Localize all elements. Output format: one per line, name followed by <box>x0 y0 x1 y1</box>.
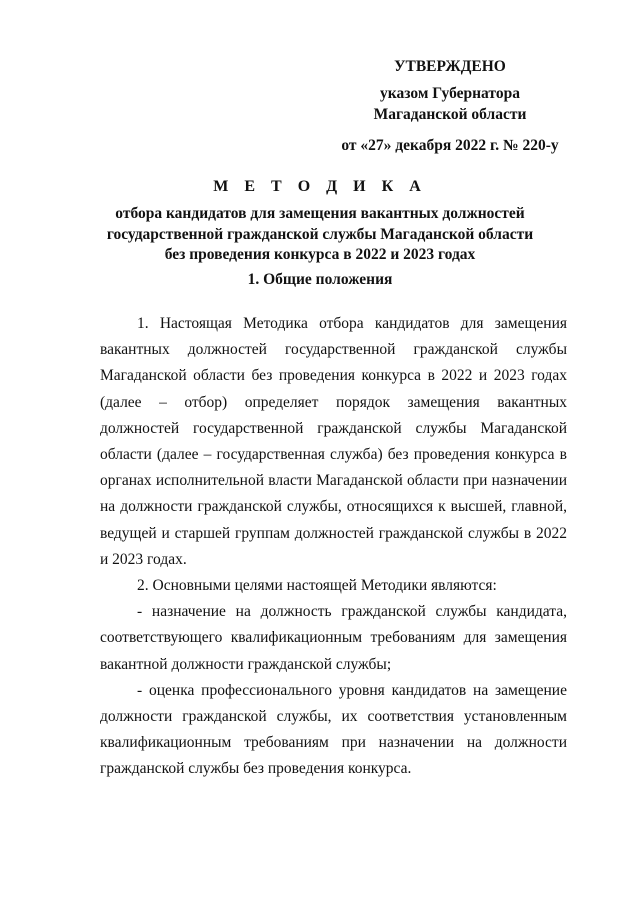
paragraph-2: 2. Основными целями настоящей Методики являются: <box>137 577 497 595</box>
document-title: М Е Т О Д И К А <box>213 178 427 195</box>
approval-stamp: УТВЕРЖДЕНО <box>394 58 506 75</box>
paragraph-4: - оценка профессионального уровня кандидатов на замещение должности гражданской службы, их соответствия установленным квалификационным требованиям при назначении на должности гражданской службы без проведения конкурса. <box>100 681 567 778</box>
document-subtitle-line-3: без проведения конкурса в 2022 и 2023 годах <box>164 246 476 263</box>
approval-block <box>330 56 570 156</box>
section-body <box>100 311 567 783</box>
paragraph-1: 1. Настоящая Методика отбора кандидатов для замещения вакантных должностей государственной гражданской службы Магаданской области без проведения конкурса в 2022 и 2023 годах (далее – отбор) определяет порядок замещения вакантных должностей государственной гражданской службы Магаданской области (далее – государственная служба) без проведения конкурса в органах исполнительной власти Магаданской области при назначении на должности гражданской службы, относящихся к высшей, главной, ведущей и старшей группам должностей гражданской службы в 2022 и 2023 годах. <box>100 315 567 568</box>
document-title-block <box>60 176 580 266</box>
approval-date: от «27» декабря 2022 г. № 220-у <box>341 137 559 154</box>
paragraph-3: - назначение на должность гражданской службы кандидата, соответствующего квалификационным требованиям для замещения вакантной должности гражданской службы; <box>100 603 567 673</box>
approval-line-1: указом Губернатора <box>380 85 520 102</box>
approval-line-2: Магаданской области <box>373 106 527 123</box>
section-heading: 1. Общие положения <box>247 271 393 288</box>
document-subtitle-line-2: государственной гражданской службы Магаданской области <box>106 225 534 243</box>
document-subtitle-line-1: отбора кандидатов для замещения вакантных должностей <box>115 205 525 222</box>
